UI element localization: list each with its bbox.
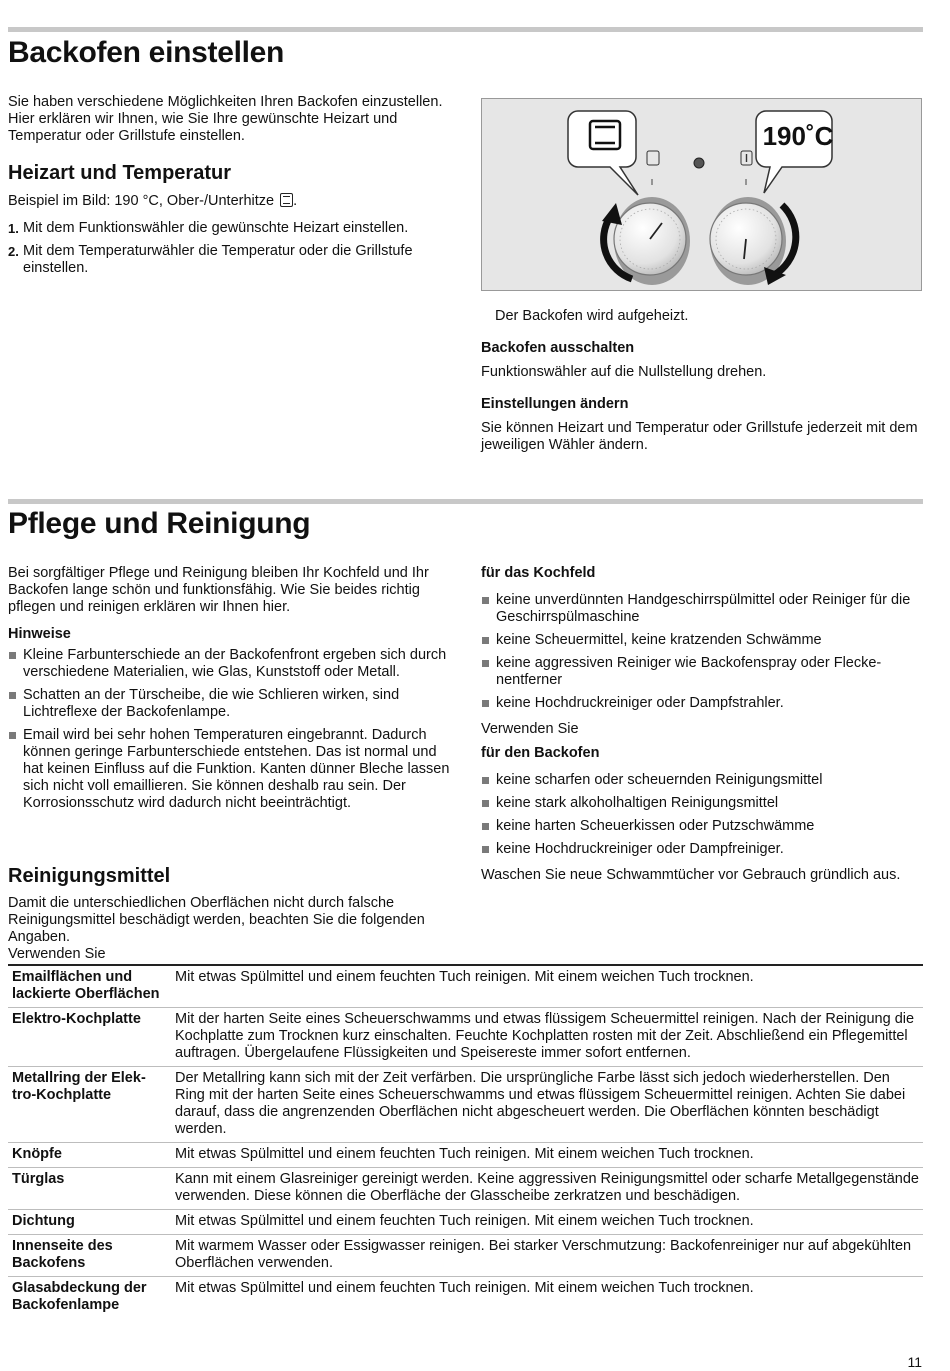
surface-cell: Knöpfe bbox=[8, 1143, 167, 1168]
intro-paragraph: Sie haben verschiedene Möglichkeiten Ihren Backofen einzustellen. Hier erklären wir Ihnen, wie Sie Ihre gewünschte Heizart und Temperatur oder Grillstufe einstellen. bbox=[8, 94, 443, 144]
surface-cell: Emailflächen und lackierte Oberflächen bbox=[8, 965, 167, 1008]
heading-reinigungsmittel: Reinigungsmittel bbox=[8, 865, 171, 887]
section-title-pflege: Pflege und Reinigung bbox=[8, 507, 311, 540]
indicator-lamp-icon bbox=[694, 158, 704, 168]
table-row bbox=[8, 1168, 923, 1210]
list-item: keine scharfen oder scheuernden Reinigungsmittel bbox=[481, 772, 926, 789]
step-number: 2. bbox=[8, 244, 19, 259]
list-item: keine harten Scheuerkissen oder Putzschwämme bbox=[481, 818, 926, 835]
instruction-cell: Mit etwas Spülmittel und einem feuchten Tuch reinigen. Mit einem weichen Tuch trocknen. bbox=[167, 1143, 923, 1168]
heading-backofen-reinigung: für den Backofen bbox=[481, 745, 600, 761]
step-item bbox=[8, 220, 453, 237]
function-symbol-icon bbox=[647, 151, 659, 165]
oven-controls-figure bbox=[481, 98, 922, 291]
surface-cell: Elektro-Kochplatte bbox=[8, 1008, 167, 1067]
function-callout bbox=[568, 111, 638, 195]
list-item: keine Hochdruckreiniger oder Dampfstrahler. bbox=[481, 695, 926, 712]
step-item bbox=[8, 243, 453, 277]
step-number: 1. bbox=[8, 221, 19, 236]
step-text: Mit dem Temperaturwähler die Temperatur oder die Grillstufe einstellen. bbox=[23, 243, 413, 276]
ausschalten-text: Funktionswähler auf die Nullstellung drehen. bbox=[481, 364, 767, 380]
instruction-cell: Mit etwas Spülmittel und einem feuchten Tuch reinigen. Mit einem weichen Tuch trocknen. bbox=[167, 1210, 923, 1235]
section-rule-top bbox=[8, 27, 923, 32]
list-item: Kleine Farbunterschiede an der Backofenfront ergeben sich durch verschiedene Materialien, wie Glas, Kunststoff oder Metall. bbox=[8, 647, 451, 681]
instruction-cell: Mit warmem Wasser oder Essigwasser reinigen. Bei starker Verschmutzung: Backofenreiniger nur auf abgekühlten Oberflächen verwenden. bbox=[167, 1235, 923, 1277]
list-item: keine Hochdruckreiniger oder Dampfreiniger. bbox=[481, 841, 926, 858]
table-row bbox=[8, 1235, 923, 1277]
top-bottom-heat-icon bbox=[280, 193, 293, 207]
surface-cell: Türglas bbox=[8, 1168, 167, 1210]
table-row bbox=[8, 1067, 923, 1143]
instruction-cell: Kann mit einem Glasreiniger gereinigt werden. Keine aggressiven Reinigungsmittel oder scharfe Metallgegenstände verwenden. Diese können die Oberfläche der Glasscheibe zerkratzen und beschädigen. bbox=[167, 1168, 923, 1210]
einstellungen-aendern-text: Sie können Heizart und Temperatur oder Grillstufe jederzeit mit dem jeweiligen Wähler ändern. bbox=[481, 420, 918, 453]
list-item: keine stark alkoholhaltigen Reinigungsmittel bbox=[481, 795, 926, 812]
instruction-cell: Mit etwas Spülmittel und einem feuchten Tuch reinigen. Mit einem weichen Tuch trocknen. bbox=[167, 965, 923, 1008]
table-row bbox=[8, 1143, 923, 1168]
table-row bbox=[8, 1277, 923, 1319]
heading-hinweise: Hinweise bbox=[8, 626, 71, 642]
heading-heizart: Heizart und Temperatur bbox=[8, 162, 231, 184]
use-label-left: Verwenden Sie bbox=[8, 946, 106, 962]
instruction-cell: Mit der harten Seite eines Scheuerschwamms und etwas flüssigem Scheuermittel reinigen. Nach der Reinigung die Kochplatte zum Trocknen kurz einschalten. Feuchte Kochplatten rosten mit der Zeit. Abschließend ein Pflegemittel auftragen. Übergelaufene Flüssigkeiten und Speisereste immer sofort entfernen. bbox=[167, 1008, 923, 1067]
cleaning-table bbox=[8, 964, 923, 1318]
list-item: Schatten an der Türscheibe, die wie Schlieren wirken, sind Lichtreflexe der Backofenlampe. bbox=[8, 687, 451, 721]
heading-einstellungen-aendern: Einstellungen ändern bbox=[481, 396, 629, 412]
heating-status-text: Der Backofen wird aufgeheizt. bbox=[495, 308, 689, 324]
oven-controls-illustration bbox=[482, 99, 920, 289]
example-end: . bbox=[293, 193, 298, 209]
instruction-cell: Mit etwas Spülmittel und einem feuchten Tuch reinigen. Mit einem weichen Tuch trocknen. bbox=[175, 1280, 754, 1296]
surface-cell: Dichtung bbox=[8, 1210, 167, 1235]
temperature-label: 190˚C bbox=[762, 121, 834, 151]
table-row bbox=[8, 1008, 923, 1067]
list-item: Email wird bei sehr hohen Temperaturen eingebrannt. Dadurch können geringe Farbunterschiede entstehen. Das ist normal und hat keinen Einfluss auf die Funktion. Kanten dünner Bleche lassen sich nicht voll emaillieren. Sie können deshalb rau sein. Der Korrosionsschutz wird dadurch nicht beeinträchtigt. bbox=[8, 727, 451, 812]
list-item: keine Scheuermittel, keine kratzenden Schwämme bbox=[481, 632, 926, 649]
list-item: keine aggressiven Reiniger wie Backofenspray oder Fleckenentferner bbox=[481, 655, 926, 689]
oven-list bbox=[481, 772, 926, 858]
surface-cell: Metallring der Elektro-Kochplatte bbox=[8, 1067, 167, 1143]
sponge-note: Waschen Sie neue Schwammtücher vor Gebrauch gründlich aus. bbox=[481, 867, 901, 883]
page-number: 11 bbox=[907, 1354, 922, 1370]
use-label-right: Verwenden Sie bbox=[481, 721, 579, 737]
heading-kochfeld: für das Kochfeld bbox=[481, 565, 596, 581]
section-rule-pflege bbox=[8, 499, 923, 504]
instruction-cell: Der Metallring kann sich mit der Zeit verfärben. Die ursprüngliche Farbe lässt sich jedoch wiederherstellen. Den Ring mit der harten Seite eines Scheuerschwamms und etwas flüssigem Scheuermittel reinigen. Achten Sie dabei darauf, dass die angrenzenden Oberflächen nicht abgescheuert werden. Die Oberflächen könnten beschädigt werden. bbox=[167, 1067, 923, 1143]
heading-ausschalten: Backofen ausschalten bbox=[481, 340, 635, 356]
function-selector-knob[interactable] bbox=[614, 197, 690, 285]
steps-list bbox=[8, 220, 453, 277]
table-row bbox=[8, 1210, 923, 1235]
reinigungsmittel-text: Damit die unterschiedlichen Oberflächen nicht durch falsche Reinigungsmittel beschädigt werden, beachten Sie die folgenden Angaben. bbox=[8, 895, 425, 945]
pflege-intro: Bei sorgfältiger Pflege und Reinigung bleiben Ihr Kochfeld und Ihr Backofen lange schön und funktionsfähig. Wie Sie beides richtig pflegen und reinigen erklären wir Ihnen hier. bbox=[8, 565, 429, 615]
section-title-backofen: Backofen einstellen bbox=[8, 36, 285, 69]
hints-list bbox=[8, 647, 451, 812]
surface-cell: Innenseite des Backofens bbox=[8, 1235, 167, 1277]
example-text: Beispiel im Bild: 190 °C, Ober-/Unterhitze bbox=[8, 193, 275, 209]
temperature-callout bbox=[756, 111, 834, 193]
step-text: Mit dem Funktionswähler die gewünschte Heizart einstellen. bbox=[23, 220, 409, 236]
example-line bbox=[8, 193, 458, 210]
surface-cell: Glasabdeckung der Backofenlampe bbox=[12, 1280, 147, 1313]
list-item: keine unverdünnten Handgeschirrspülmittel oder Reiniger für die Geschirrspülmaschine bbox=[481, 592, 926, 626]
table-row bbox=[8, 965, 923, 1008]
cooktop-list bbox=[481, 592, 926, 712]
